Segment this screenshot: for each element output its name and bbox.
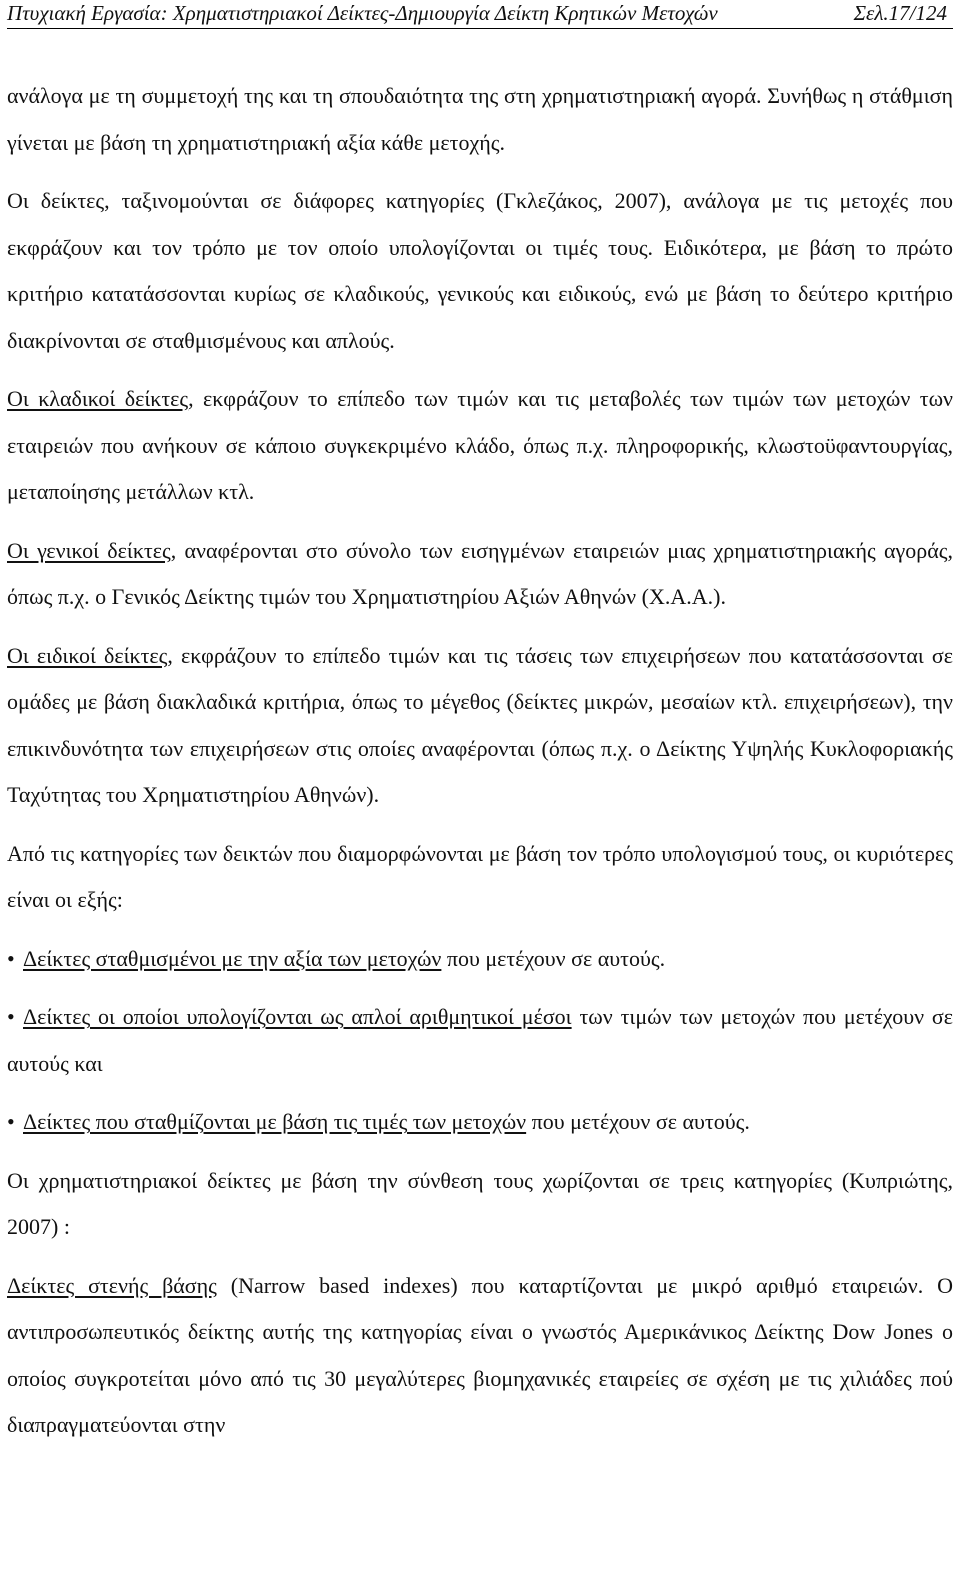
paragraph-sector-indices	[7, 376, 953, 516]
bullet-symbol: •	[7, 1004, 15, 1029]
paragraph-weighting	[7, 73, 953, 166]
paragraph-text: Από τις κατηγορίες των δεικτών που διαμορφώνονται με βάση τον τρόπο υπολογισμού τους, οι κυριότερες είναι οι εξής:	[7, 840, 953, 912]
paragraph-special-indices	[7, 633, 953, 819]
term-narrow-based: Δείκτες στενής βάσης	[7, 1272, 217, 1298]
paragraph-text: Οι δείκτες, ταξινομούνται σε διάφορες κατηγορίες (Γκλεζάκος, 2007), ανάλογα με τις μετοχές που εκφράζουν και τον τρόπο με τον οποίο υπολογίζονται οι τιμές τους. Ειδικότερα, με βάση το πρώτο κριτήριο κατατάσσονται κυρίως σε κλαδικούς, γενικούς και ειδικούς, ενώ με βάση το δεύτερο κριτήριο διακρίνονται σε σταθμισμένους και απλούς.	[7, 188, 953, 353]
list-item	[7, 994, 953, 1087]
paragraph-composition-categories	[7, 1158, 953, 1251]
list-item-text: των τιμών των μετοχών που μετέχουν σε αυτούς και	[7, 1004, 953, 1076]
list-item-term: Δείκτες που σταθμίζονται με βάση τις τιμές των μετοχών	[23, 1109, 527, 1134]
document-body	[7, 29, 953, 1449]
list-item-term: Δείκτες οι οποίοι υπολογίζονται ως απλοί αριθμητικοί μέσοι	[23, 1004, 572, 1029]
term-special-indices: Οι ειδικοί δείκτες	[7, 642, 168, 668]
list-item-text: που μετέχουν σε αυτούς.	[526, 1109, 750, 1134]
term-sector-indices: Οι κλαδικοί δείκτες	[7, 386, 189, 411]
list-item	[7, 936, 953, 983]
bullet-symbol: •	[7, 1109, 15, 1134]
paragraph-text: Οι χρηματιστηριακοί δείκτες με βάση την σύνθεση τους χωρίζονται σε τρεις κατηγορίες (Κυπριώτης, 2007) :	[7, 1167, 953, 1239]
paragraph-text: , εκφράζουν το επίπεδο τιμών και τις τάσεις των επιχειρήσεων που κατατάσσονται σε ομάδες με βάση διακλαδικά κριτήρια, όπως το μέγεθος (δείκτες μικρών, μεσαίων κτλ. επιχειρήσεων), την επικινδυνότητα των επιχειρήσεων στις οποίες αναφέρονται (όπως π.χ. ο Δείκτης Υψηλής Κυκλοφοριακής Ταχύτητας του Χρηματιστηρίου Αθηνών).	[7, 642, 954, 807]
term-general-indices: Οι γενικοί δείκτες	[7, 537, 171, 563]
list-item	[7, 1099, 953, 1146]
paragraph-text: (Narrow based indexes) που καταρτίζονται με μικρό αριθμό εταιρειών. Ο αντιπροσωπευτικός δείκτης αυτής της κατηγορίας είναι ο γνωστός Αμερικάνικος Δείκτης Dow Jones ο οποίος συγκροτείται μόνο από τις 30 μεγαλύτερες βιομηχανικές εταιρείες σε σχέση με τις χιλιάδες πού διαπραγματεύονται στην	[7, 1272, 953, 1437]
paragraph-narrow-based	[7, 1263, 953, 1449]
page-number: Σελ.17/124	[853, 1, 947, 25]
page-header	[7, 0, 953, 29]
paragraph-text: , αναφέρονται στο σύνολο των εισηγμένων εταιρειών μιας χρηματιστηριακής αγοράς, όπως π.χ. ο Γενικός Δείκτης τιμών του Χρηματιστηρίου Αξιών Αθηνών (Χ.Α.Α.).	[7, 537, 953, 609]
paragraph-calculation-categories	[7, 831, 953, 924]
header-title: Πτυχιακή Εργασία: Χρηματιστηριακοί Δείκτες-Δημιουργία Δείκτη Κρητικών Μετοχών	[7, 1, 718, 25]
list-item-text: που μετέχουν σε αυτούς.	[441, 945, 666, 971]
paragraph-classification	[7, 178, 953, 364]
paragraph-general-indices	[7, 528, 953, 621]
paragraph-text: ανάλογα με τη συμμετοχή της και τη σπουδαιότητα της στη χρηματιστηριακή αγορά. Συνήθως η στάθμιση γίνεται με βάση τη χρηματιστηριακή αξία κάθε μετοχής.	[7, 83, 953, 155]
list-item-term: Δείκτες σταθμισμένοι με την αξία των μετοχών	[23, 945, 442, 971]
paragraph-text: , εκφράζουν το επίπεδο των τιμών και τις μεταβολές των τιμών των μετοχών των εταιρειών που ανήκουν σε κάποιο συγκεκριμένο κλάδο, όπως π.χ. πληροφορικής, κλωστοϋφαντουργίας, μεταποίησης μετάλλων κτλ.	[7, 386, 953, 504]
bullet-symbol: •	[7, 945, 15, 971]
